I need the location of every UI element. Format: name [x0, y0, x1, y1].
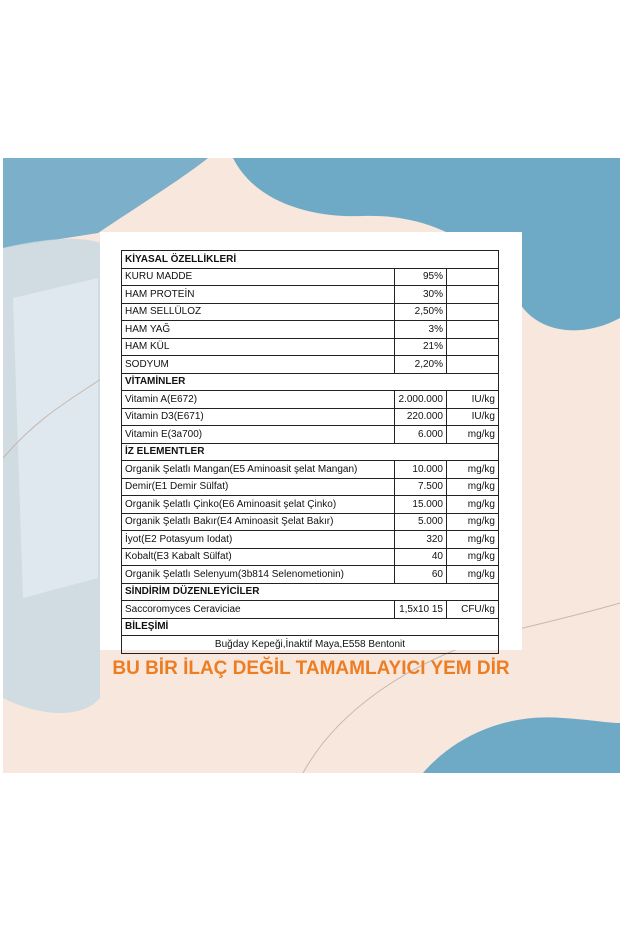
table-row	[122, 268, 499, 286]
section-title: KİYASAL ÖZELLİKLERİ	[122, 251, 499, 269]
composition-row	[122, 636, 499, 654]
ingredient-value: 6.000	[395, 426, 447, 444]
section-header-row	[122, 251, 499, 269]
table-row	[122, 601, 499, 619]
ingredient-name: Organik Şelatlı Mangan(E5 Aminoasit şelat Mangan)	[122, 461, 395, 479]
ingredient-name: Organik Şelatlı Selenyum(3b814 Selenometionin)	[122, 566, 395, 584]
table-row	[122, 531, 499, 549]
ingredient-value: 7.500	[395, 478, 447, 496]
ingredient-unit: mg/kg	[447, 513, 499, 531]
ingredient-value: 320	[395, 531, 447, 549]
ingredient-value: 5.000	[395, 513, 447, 531]
ingredient-name: HAM PROTEİN	[122, 286, 395, 304]
ingredient-name: HAM KÜL	[122, 338, 395, 356]
ingredient-unit: mg/kg	[447, 478, 499, 496]
ingredient-name: HAM YAĞ	[122, 321, 395, 339]
table-row	[122, 566, 499, 584]
composition-header-row	[122, 618, 499, 636]
composition-text: Buğday Kepeği,İnaktif Maya,E558 Bentonit	[122, 636, 499, 654]
ingredient-value: 3%	[395, 321, 447, 339]
table-row	[122, 548, 499, 566]
ingredient-name: İyot(E2 Potasyum Iodat)	[122, 531, 395, 549]
table-row	[122, 426, 499, 444]
table-row	[122, 303, 499, 321]
bottom-blob	[423, 717, 620, 773]
ingredient-value: 1,5x10 15	[395, 601, 447, 619]
table-row	[122, 356, 499, 374]
ingredient-name: Vitamin E(3a700)	[122, 426, 395, 444]
ingredient-name: Vitamin D3(E671)	[122, 408, 395, 426]
ingredient-value: 2,20%	[395, 356, 447, 374]
table-row	[122, 496, 499, 514]
ingredient-name: Organik Şelatlı Bakır(E4 Aminoasit Şelat Bakır)	[122, 513, 395, 531]
ingredient-name: HAM SELLÜLOZ	[122, 303, 395, 321]
table-row	[122, 391, 499, 409]
ingredient-unit: mg/kg	[447, 531, 499, 549]
ingredient-unit: IU/kg	[447, 391, 499, 409]
section-title: VİTAMİNLER	[122, 373, 499, 391]
ingredient-unit	[447, 303, 499, 321]
ingredient-name: KURU MADDE	[122, 268, 395, 286]
slogan-text: BU BİR İLAÇ DEĞİL TAMAMLAYICI YEM DİR	[112, 658, 510, 679]
table-row	[122, 338, 499, 356]
ingredient-unit: mg/kg	[447, 426, 499, 444]
ingredient-value: 2,50%	[395, 303, 447, 321]
section-title: İZ ELEMENTLER	[122, 443, 499, 461]
ingredient-unit: mg/kg	[447, 548, 499, 566]
ingredient-unit: mg/kg	[447, 461, 499, 479]
ingredient-name: Demir(E1 Demir Sülfat)	[122, 478, 395, 496]
section-title: SİNDİRİM DÜZENLEYİCİLER	[122, 583, 499, 601]
ingredient-name: SODYUM	[122, 356, 395, 374]
ingredient-name: Kobalt(E3 Kabalt Sülfat)	[122, 548, 395, 566]
ingredient-value: 95%	[395, 268, 447, 286]
ingredient-unit: mg/kg	[447, 496, 499, 514]
ingredient-value: 30%	[395, 286, 447, 304]
ingredient-unit: CFU/kg	[447, 601, 499, 619]
ingredient-value: 60	[395, 566, 447, 584]
ingredient-name: Organik Şelatlı Çinko(E6 Aminoasit şelat Çinko)	[122, 496, 395, 514]
ingredient-unit	[447, 286, 499, 304]
ingredient-value: 21%	[395, 338, 447, 356]
table-row	[122, 408, 499, 426]
ingredient-value: 15.000	[395, 496, 447, 514]
ingredient-value: 40	[395, 548, 447, 566]
table-row	[122, 321, 499, 339]
left-strip-highlight	[13, 278, 98, 598]
nutrition-table-body	[122, 251, 499, 654]
ingredient-unit: IU/kg	[447, 408, 499, 426]
ingredient-unit: mg/kg	[447, 566, 499, 584]
section-header-row	[122, 583, 499, 601]
composition-title: BİLEŞİMİ	[122, 618, 499, 636]
section-header-row	[122, 373, 499, 391]
ingredient-unit	[447, 321, 499, 339]
ingredient-value: 2.000.000	[395, 391, 447, 409]
nutrition-table	[121, 250, 499, 654]
table-row	[122, 513, 499, 531]
table-row	[122, 461, 499, 479]
ingredient-unit	[447, 356, 499, 374]
ingredient-value: 10.000	[395, 461, 447, 479]
ingredient-value: 220.000	[395, 408, 447, 426]
ingredient-name: Saccoromyces Ceraviciae	[122, 601, 395, 619]
ingredient-unit	[447, 268, 499, 286]
section-header-row	[122, 443, 499, 461]
ingredient-name: Vitamin A(E672)	[122, 391, 395, 409]
table-row	[122, 478, 499, 496]
table-row	[122, 286, 499, 304]
ingredient-unit	[447, 338, 499, 356]
